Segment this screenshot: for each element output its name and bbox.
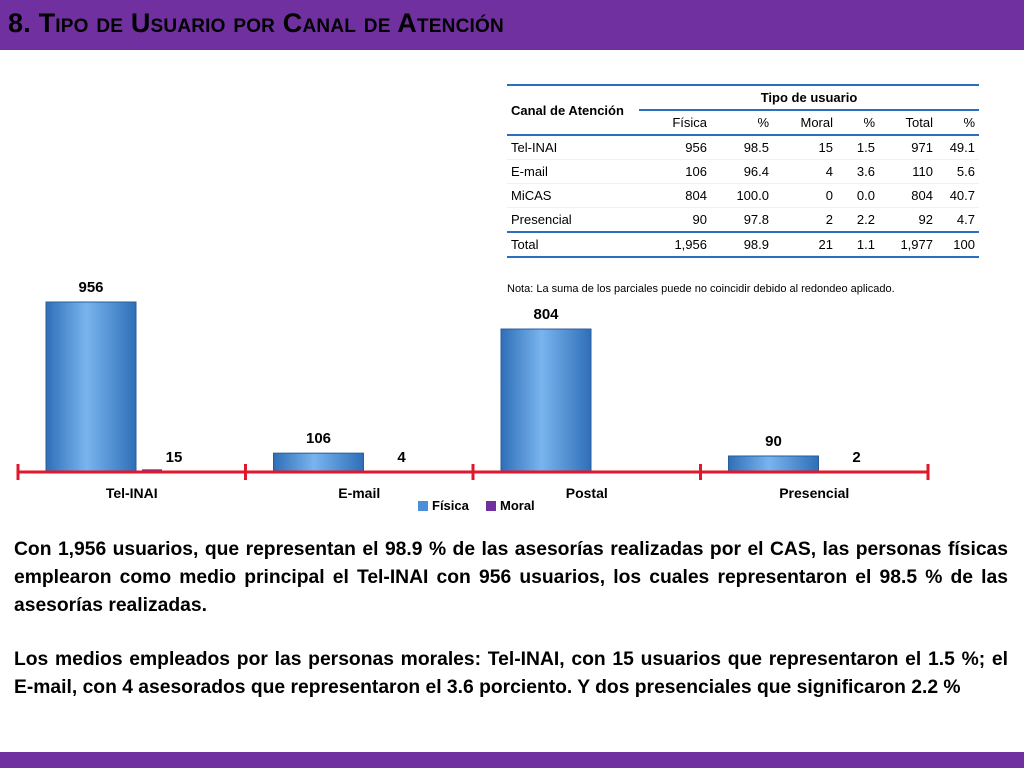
bar-fisica: [46, 302, 136, 472]
row-label: Total: [507, 232, 639, 257]
table-cell: 49.1: [937, 135, 979, 160]
bar-fisica: [501, 329, 591, 472]
paragraph: Con 1,956 usuarios, que representan el 98.9 % de las asesorías realizadas por el CAS, las personas físicas emplearon como medio principal el Tel-INAI con 956 usuarios, los cuales representaron el 98.5 % de las asesorías realizadas.: [14, 539, 1008, 616]
category-label: E-mail: [338, 485, 381, 501]
data-label: 15: [165, 449, 183, 466]
data-label: 106: [305, 430, 332, 448]
legend-swatch-moral: [486, 501, 496, 511]
table-cell: 804: [879, 184, 937, 208]
bar-fisica: [274, 453, 364, 472]
category-label: Presencial: [779, 485, 850, 501]
table-cell: 97.8: [711, 208, 773, 233]
table-cell: 0.0: [837, 184, 879, 208]
row-label: E-mail: [507, 160, 639, 184]
legend-swatch-fisica: [418, 501, 428, 511]
table-row: [507, 184, 979, 208]
data-label: 4: [397, 449, 406, 466]
table-note: Nota: La suma de los parciales puede no coincidir debido al redondeo aplicado.: [507, 283, 895, 295]
table-cell: 100: [937, 232, 979, 257]
table-row-header: Canal de Atención: [507, 85, 639, 135]
table-cell: 971: [879, 135, 937, 160]
legend-label-moral: Moral: [500, 498, 535, 513]
table-cell: 3.6: [837, 160, 879, 184]
table-row: [507, 208, 979, 233]
table-cell: 1,977: [879, 232, 937, 257]
bar-fisica: [729, 456, 819, 472]
table-cell: 956: [639, 135, 711, 160]
bar-chart: [0, 265, 1000, 527]
table-cell: 92: [879, 208, 937, 233]
legend-label-fisica: Física: [432, 498, 469, 513]
table-row: [507, 135, 979, 160]
col-header-pct: %: [937, 110, 979, 135]
table-cell: 100.0: [711, 184, 773, 208]
table-cell: 5.6: [937, 160, 979, 184]
table-cell: 15: [773, 135, 837, 160]
title-bar: [0, 0, 1024, 50]
table-total-row: [507, 232, 979, 257]
table-cell: 1,956: [639, 232, 711, 257]
col-header-pct: %: [837, 110, 879, 135]
table-cell: 1.1: [837, 232, 879, 257]
paragraph: Los medios empleados por las personas morales: Tel-INAI, con 15 usuarios que representaron el 1.5 %; el E-mail, con 4 asesorados que representaron el 3.6 porciento. Y dos presenciales que significaron 2.2 %: [14, 649, 1008, 698]
footer-bar: [0, 752, 1024, 768]
col-header-total: Total: [879, 110, 937, 135]
table-cell: 106: [639, 160, 711, 184]
table-row: [507, 160, 979, 184]
row-label: Tel-INAI: [507, 135, 639, 160]
table-cell: 2: [773, 208, 837, 233]
table-cell: 40.7: [937, 184, 979, 208]
table-cell: 4.7: [937, 208, 979, 233]
col-header-fisica: Física: [639, 110, 711, 135]
row-label: MiCAS: [507, 184, 639, 208]
data-table: [507, 84, 979, 258]
table-cell: 4: [773, 160, 837, 184]
table-cell: 804: [639, 184, 711, 208]
col-header-moral: Moral: [773, 110, 837, 135]
table-group-header: Tipo de usuario: [639, 85, 979, 110]
category-label: Postal: [565, 485, 608, 501]
table-cell: 98.5: [711, 135, 773, 160]
page-title: 8. Tipo de Usuario por Canal de Atención: [8, 8, 504, 38]
table-cell: 0: [773, 184, 837, 208]
table-cell: 110: [879, 160, 937, 184]
data-label: 956: [78, 279, 104, 296]
row-label: Presencial: [507, 208, 639, 233]
table-cell: 21: [773, 232, 837, 257]
table-cell: 96.4: [711, 160, 773, 184]
table-cell: 1.5: [837, 135, 879, 160]
data-label: 90: [765, 432, 782, 450]
data-label: 804: [533, 306, 559, 324]
table-cell: 98.9: [711, 232, 773, 257]
table-cell: 90: [639, 208, 711, 233]
data-label: 2: [852, 449, 861, 466]
category-label: Tel-INAI: [105, 485, 158, 501]
body-text: [14, 536, 1008, 728]
table-cell: 2.2: [837, 208, 879, 233]
col-header-pct: %: [711, 110, 773, 135]
